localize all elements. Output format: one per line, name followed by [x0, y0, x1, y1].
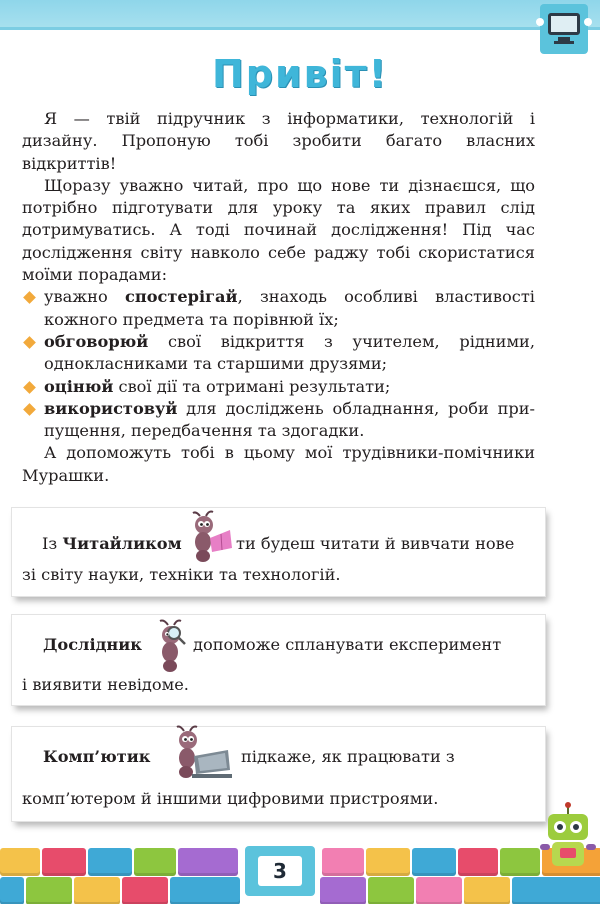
intro-text — [22, 108, 535, 487]
helper-name: Комп’ютик — [43, 747, 151, 766]
helper-name: Дослідник — [43, 635, 142, 654]
monitor-icon — [548, 13, 580, 35]
page-title: Привіт! — [211, 52, 389, 96]
list-item: уважно спостерігай, знаходь особливі властивості кожного предмета та порівнюй їх; — [22, 286, 535, 331]
advice-list — [22, 286, 535, 442]
list-item: оцінюй свої дії та отримані результати; — [22, 376, 535, 398]
helper-card-reader: Із Читайликом ти будеш читати й вивчати нове зі світу науки, техніки та технологій. — [12, 508, 545, 596]
top-decor-band — [0, 0, 600, 30]
robot-icon — [538, 800, 598, 870]
page-number: 3 — [258, 856, 302, 886]
intro-paragraph-1: Я — твій підручник з інформатики, технологій і дизайну. Пропоную тобі зробити багато власних відкриттів! — [22, 109, 535, 173]
page-number-badge — [245, 846, 315, 896]
list-item: використовуй для досліджень обладнання, роби припущення, передбачення та здогадки. — [22, 398, 535, 443]
corner-badge — [540, 4, 588, 54]
helper-card-computer: Комп’ютик підкаже, як працювати з комп’ютером й іншими цифровими пристроями. — [12, 727, 545, 821]
intro-paragraph-2: Щоразу уважно читай, про що нове ти дізнаєшся, що потрібно підготувати для уроку та яких правил слід дотримуватись. А тоді починай дослідження! Під час дослідження світу навколо себе раджу тобі скористатися моїми порадами: — [22, 175, 535, 285]
intro-paragraph-3: А допоможуть тобі в цьому мої трудівники-помічники Мурашки. — [22, 443, 535, 485]
reading-ant-icon — [184, 510, 236, 564]
computer-ant-icon — [170, 724, 234, 784]
list-item: обговорюй свої відкриття з учителем, рідними, однокласниками та старшими друзями; — [22, 331, 535, 376]
helper-card-explorer: Дослідник допоможе спланувати експеримент і виявити невідоме. — [12, 615, 545, 705]
helper-name: Читайликом — [62, 534, 182, 553]
explorer-ant-icon — [150, 618, 196, 674]
